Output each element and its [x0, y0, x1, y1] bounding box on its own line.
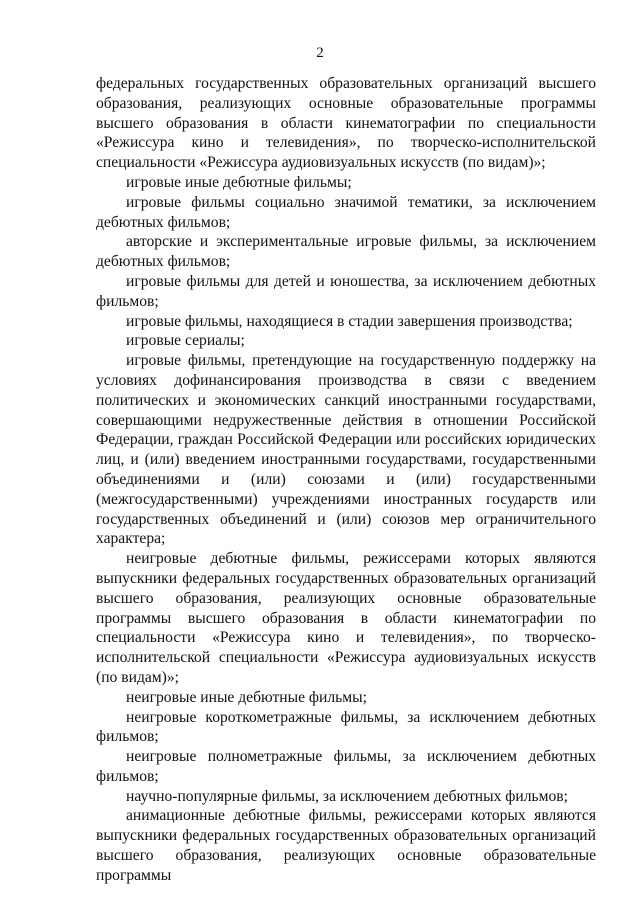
list-item: игровые фильмы, находящиеся в стадии завершения производства; — [126, 312, 573, 330]
list-item: неигровые короткометражные фильмы, за исключением дебютных фильмов; — [96, 708, 596, 746]
list-item: авторские и экспериментальные игровые фильмы, за исключением дебютных фильмов; — [96, 233, 596, 271]
list-item: анимационные дебютные фильмы, режиссерами которых являются выпускники федеральных государственных образовательных организаций высшего образования, реализующих основные образовательные программы — [96, 807, 596, 884]
page-number: 2 — [316, 45, 324, 61]
list-item: игровые иные дебютные фильмы; — [126, 173, 352, 191]
list-item: неигровые иные дебютные фильмы; — [126, 688, 367, 706]
list-item: игровые фильмы социально значимой тематики, за исключением дебютных фильмов; — [96, 193, 596, 231]
paragraph-continuation: федеральных государственных образовательных организаций высшего образования, реализующих основные образовательные программы высшего образования в области кинематографии по специальности «Режиссура кино и телевидения», по творческо-исполнительской специальности «Режиссура аудиовизуальных искусств (по видам)»; — [96, 75, 596, 172]
list-item: неигровые дебютные фильмы, режиссерами которых являются выпускники федеральных государственных образовательных организаций высшего образования, реализующих основные образовательные программы высшего образования в области кинематографии по специальности «Режиссура кино и телевидения», по творческо-исполнительской специальности «Режиссура аудиовизуальных искусств (по видам)»; — [96, 550, 596, 686]
document-body — [96, 74, 596, 886]
list-item: игровые фильмы для детей и юношества, за исключением дебютных фильмов; — [96, 272, 596, 310]
list-item: игровые сериалы; — [126, 332, 245, 350]
list-item: неигровые полнометражные фильмы, за исключением дебютных фильмов; — [96, 748, 596, 785]
list-item: игровые фильмы, претендующие на государственную поддержку на условиях дофинансирования производства в связи с введением политических и экономических санкций иностранными государствами, совершающими недружественные действия в отношении Российской Федерации, граждан Российской Федерации или российских юридических лиц, и (или) введением иностранными государствами, государственными объединениями и (или) союзами и (или) государственными (межгосударственными) учреждениями иностранных государств или государственных объединений и (или) союзов мер ограничительного характера; — [96, 352, 596, 548]
list-item: научно-популярные фильмы, за исключением дебютных фильмов; — [126, 787, 568, 805]
